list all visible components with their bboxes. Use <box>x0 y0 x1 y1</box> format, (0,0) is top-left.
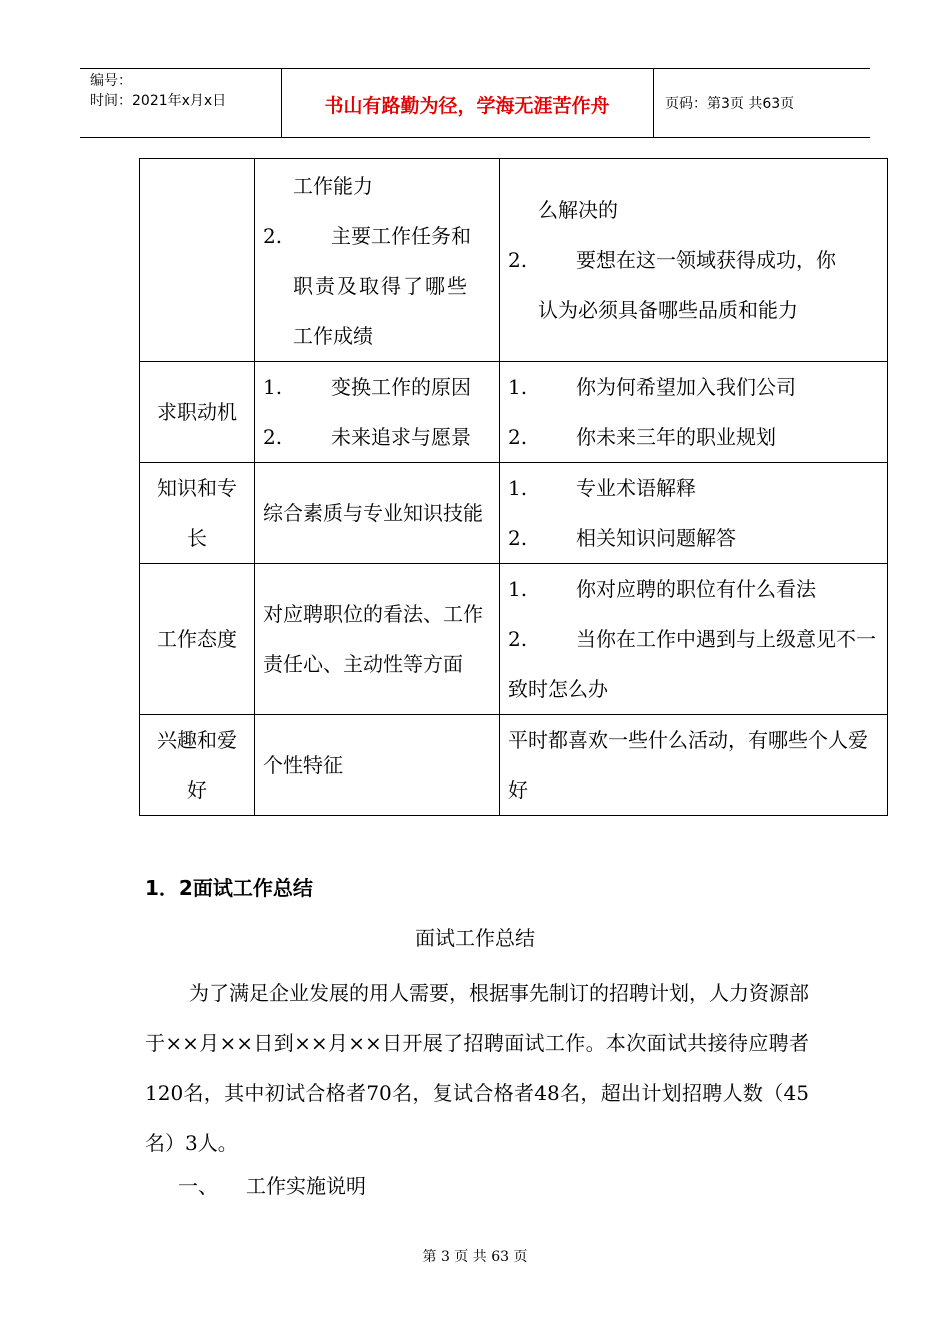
table-cell-category: 求职动机 <box>140 362 255 463</box>
list-item: 2. 未来追求与愿景 <box>263 425 471 449</box>
list-text: 工作实施说明 <box>246 1174 366 1198</box>
page-header <box>80 68 870 138</box>
list-item: 1. 你为何希望加入我们公司 <box>508 375 796 399</box>
cell-text: 工作能力 <box>293 174 373 198</box>
table-cell-category: 知识和专长 <box>140 463 255 564</box>
list-item: 2. 你未来三年的职业规划 <box>508 425 776 449</box>
table-cell-questions: 么解决的 2. 要想在这一领域获得成功，你 认为必须具备哪些品质和能力 <box>500 159 888 362</box>
header-meta <box>90 71 226 111</box>
header-number-label: 编号： <box>90 73 132 89</box>
list-item: 2. 当你在工作中遇到与上级意见不一致时怎么办 <box>508 627 876 701</box>
header-motto: 书山有路勤为径，学海无涯苦作舟 <box>324 95 610 117</box>
table-cell-content <box>255 362 500 463</box>
header-divider <box>653 69 654 137</box>
table-cell-category: 工作态度 <box>140 564 255 715</box>
table-cell-questions <box>500 564 888 715</box>
list-item <box>178 1170 366 1199</box>
section-heading: 1．2面试工作总结 <box>145 876 313 900</box>
table-cell-questions <box>500 362 888 463</box>
table-cell-questions <box>500 463 888 564</box>
table-cell-category <box>140 159 255 362</box>
cell-text: 么解决的 <box>538 198 618 222</box>
table-cell-questions: 平时都喜欢一些什么活动，有哪些个人爱好 <box>500 715 888 816</box>
table-cell-category: 兴趣和爱好 <box>140 715 255 816</box>
document-subtitle: 面试工作总结 <box>415 926 535 950</box>
table-row <box>140 463 888 564</box>
table-cell-content: 个性特征 <box>255 715 500 816</box>
body-paragraph: 为了满足企业发展的用人需要，根据事先制订的招聘计划，人力资源部于××月××日到××月××日开展了招聘面试工作。本次面试共接待应聘者120名，其中初试合格者70名，复试合格者48名，超出计划招聘人数（45名）3人。 <box>145 981 809 1155</box>
list-item: 1. 专业术语解释 <box>508 476 696 500</box>
table-row <box>140 159 888 362</box>
header-date-label: 时间：2021年x月x日 <box>90 93 227 109</box>
header-page-label: 页码：第3页 共63页 <box>665 96 795 112</box>
page-footer: 第 3 页 共 63 页 <box>422 1249 528 1265</box>
table-cell-content: 综合素质与专业知识技能 <box>255 463 500 564</box>
interview-table <box>139 158 888 816</box>
list-item: 1. 变换工作的原因 <box>263 375 471 399</box>
list-number: 一、 <box>178 1174 218 1198</box>
table-cell-content: 对应聘职位的看法、工作责任心、主动性等方面 <box>255 564 500 715</box>
table-row <box>140 715 888 816</box>
list-item: 1. 你对应聘的职位有什么看法 <box>508 577 816 601</box>
list-item: 2. 相关知识问题解答 <box>508 526 736 550</box>
table-row <box>140 362 888 463</box>
table-row <box>140 564 888 715</box>
table-cell-content: 工作能力 2. 主要工作任务和 职责及取得了哪些 工作成绩 <box>255 159 500 362</box>
